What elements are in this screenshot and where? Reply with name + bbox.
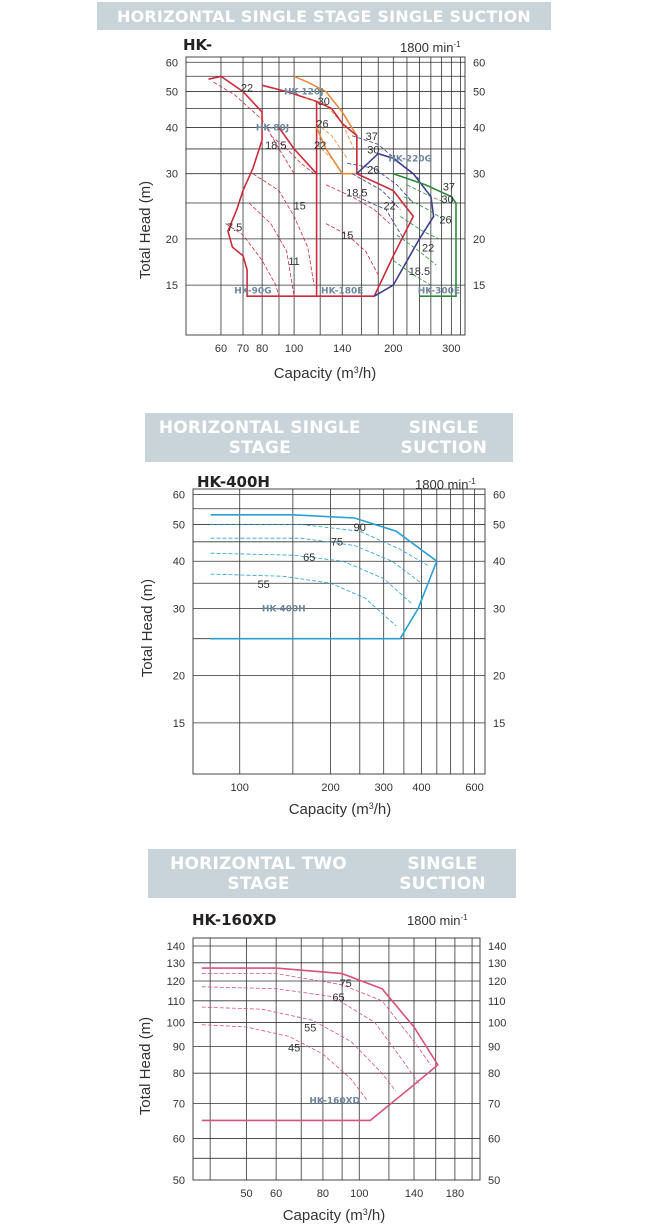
chart-1-region-hk-90g [209,76,317,296]
chart-3-y-tick-left-60: 60 [172,1133,185,1146]
chart-3-y-tick-left-100: 100 [166,1017,185,1030]
chart-3-y-tick-right-60: 60 [488,1133,501,1146]
chart-3-model-label-hk-160xd: HK-160XD [309,1096,361,1107]
chart-1-x-tick-100: 100 [284,343,304,355]
chart-1-curve-label-hk-80j-15: 15 [293,200,306,213]
chart-3-y-tick-right-140: 140 [488,940,507,953]
chart-3-x-tick-80: 80 [316,1188,330,1200]
chart-1-curve-label-hk-180e-18.5: 18.5 [346,187,368,200]
chart-1-speed-unit-sup: -1 [453,40,461,49]
chart-1-model-label-hk-180e: HK-180E [321,286,364,297]
chart-3-plot [202,968,438,1120]
chart-3-curve-label-hk-160xd-65: 65 [332,991,345,1004]
chart-1-y-tick-left-15: 15 [165,280,178,293]
chart-3-y-tick-right-50: 50 [488,1175,501,1187]
chart-1-speed-value: 1800 min [400,40,454,55]
chart-2-region-hk-400h [211,515,437,639]
chart-3-x-axis-label-end: /h) [367,1207,386,1224]
chart-1-y-tick-left-60: 60 [165,57,178,70]
chart-2-x-axis-label [289,801,392,818]
chart-2-y-tick-right-40: 40 [493,556,506,569]
chart-2-y-ticks [173,489,506,729]
chart-2-curve-hk-400h-55 [211,574,397,626]
chart-1-x-tick-80: 80 [256,343,269,355]
chart-3-y-tick-left-120: 120 [166,976,185,989]
chart-2-y-axis-label: Total Head (m) [139,578,156,678]
chart-1-model-label-hk-80j: HK-80J [255,123,290,134]
chart-2-y-tick-left-20: 20 [172,670,185,683]
chart-1-curve-label-hk-220g-30: 30 [367,144,380,157]
chart-3-grid [193,938,480,1180]
chart-2-y-tick-right-15: 15 [493,717,506,730]
chart-3-x-axis-label [283,1207,386,1224]
chart-2-x-tick-200: 200 [321,782,340,794]
chart-2-y-tick-right-50: 50 [493,519,506,532]
chart-1-hk-series [0,30,650,390]
chart-2-x-tick-100: 100 [230,782,249,794]
chart-1-curve-hk-300e-30 [404,197,444,220]
chart-2-curve-label-hk-400h-65: 65 [303,552,316,565]
chart-2-speed [415,477,476,492]
chart-1-y-tick-left-30: 30 [165,168,178,181]
chart-1-curve-hk-80j-11 [249,203,294,296]
chart-2-curve-label-hk-400h-55: 55 [257,579,270,592]
chart-3-x-tick-60: 60 [270,1188,283,1200]
chart-3-x-ticks [240,1188,464,1200]
chart-2-x-tick-400: 400 [412,782,431,794]
chart-2-curve-label-hk-400h-75: 75 [330,536,344,549]
chart-1-model-label-hk-300e: HK-300E [417,286,461,297]
chart-1-banner-line: HORIZONTAL SINGLE STAGE SINGLE SUCTION [117,6,531,26]
chart-1-speed [400,40,461,55]
chart-2-y-tick-right-30: 30 [493,603,506,616]
chart-2-banner-line-1: HORIZONTAL SINGLE STAGE [158,417,361,458]
chart-1-x-axis-label-end: /h) [358,365,377,382]
chart-1-y-tick-right-30: 30 [473,168,486,181]
chart-1-curve-label-hk-80j-18.5: 18.5 [265,139,287,152]
chart-1-curve-label-hk-300e-22: 22 [421,242,435,255]
chart-3-y-tick-left-90: 90 [172,1041,185,1054]
chart-3-y-tick-left-140: 140 [166,940,185,953]
chart-2-speed-unit-sup: -1 [468,477,476,486]
chart-2-title: HK-400H [197,473,270,491]
chart-1-title: HK- [183,36,213,54]
chart-3-y-tick-left-50: 50 [172,1175,185,1187]
chart-2-banner [145,413,513,462]
chart-2-y-tick-left-15: 15 [172,717,185,730]
chart-1-x-axis-label-sup: 3 [353,365,359,375]
chart-1-y-axis-label: Total Head (m) [137,180,154,280]
chart-3-speed-unit-sup: -1 [460,913,468,922]
chart-3-frame [193,938,480,1180]
chart-3-speed [407,913,468,928]
chart-3-curve-label-hk-160xd-75: 75 [339,977,352,990]
chart-1-curve-label-hk-300e-30: 30 [441,194,454,207]
chart-2-x-tick-600: 600 [465,782,484,794]
chart-1-x-tick-60: 60 [214,343,228,355]
chart-3-y-tick-right-90: 90 [488,1041,501,1054]
chart-2-banner-line-2: SINGLE SUCTION [400,417,488,458]
chart-2-y-tick-left-30: 30 [172,603,185,616]
chart-3-y-ticks [167,941,507,1187]
chart-1-plot [209,76,461,296]
chart-3-x-tick-140: 140 [404,1188,424,1200]
chart-3-y-axis-label: Total Head (m) [137,1016,154,1116]
chart-2-frame [193,489,485,774]
chart-1-x-axis-label-text: Capacity (m [273,365,354,382]
chart-1-curve-label-hk-120j-26: 26 [316,118,329,131]
chart-1-curve-label-hk-90g-22: 22 [240,82,254,95]
chart-1-y-tick-left-40: 40 [165,122,178,135]
chart-2-y-tick-right-60: 60 [493,489,506,502]
chart-1-curve-label-hk-220g-26: 26 [367,164,380,177]
chart-2-y-tick-left-60: 60 [172,489,185,502]
chart-3-curve-label-hk-160xd-55: 55 [304,1022,317,1035]
chart-1-x-axis-label [274,365,377,382]
chart-1-curve-label-hk-300e-37: 37 [442,181,456,194]
chart-3-y-tick-left-130: 130 [166,957,185,970]
chart-3-hk-160xd [0,898,650,1225]
chart-2-x-axis-label-sup: 3 [368,801,374,811]
chart-3-banner-line-1: HORIZONTAL TWO STAGE [170,853,347,894]
chart-3-banner [148,849,516,898]
chart-3-y-tick-right-130: 130 [488,957,507,970]
chart-3-y-tick-right-100: 100 [488,1017,507,1030]
chart-1-curve-label-hk-300e-26: 26 [439,214,452,227]
chart-1-curve-label-hk-220g-37: 37 [365,130,378,143]
chart-1-model-label-hk-220g: HK-220G [388,154,432,165]
chart-1-x-ticks [215,343,461,355]
chart-1-curve-label-hk-90g-7.5: 7.5 [226,222,243,235]
chart-2-plot [211,515,437,639]
chart-3-x-axis-label-text: Capacity (m [282,1207,363,1224]
chart-2-x-axis-label-text: Capacity (m [288,801,369,818]
chart-3-y-tick-left-70: 70 [172,1098,185,1111]
chart-1-model-label-hk-90g: HK-90G [234,286,272,297]
chart-2-grid [193,489,485,774]
chart-3-x-tick-100: 100 [350,1188,369,1200]
chart-2-speed-value: 1800 min [415,477,469,492]
chart-3-y-tick-left-80: 80 [172,1068,185,1081]
chart-1-curve-label-hk-120j-22: 22 [314,139,327,152]
chart-1-banner [97,2,551,30]
chart-1-y-tick-left-50: 50 [165,86,178,99]
chart-1-curve-label-hk-120j-30: 30 [317,95,330,108]
chart-2-model-label-hk-400h: HK-400H [261,604,306,615]
chart-3-x-tick-180: 180 [445,1188,465,1200]
chart-1-x-tick-140: 140 [333,343,352,355]
chart-1-x-tick-70: 70 [236,343,250,355]
chart-1-x-tick-200: 200 [384,343,403,355]
chart-3-x-axis-label-sup: 3 [362,1207,368,1217]
chart-1-curve-label-hk-80j-11: 11 [288,256,300,269]
chart-1-x-tick-300: 300 [442,343,461,355]
chart-3-y-tick-left-110: 110 [167,995,185,1008]
chart-2-y-tick-right-20: 20 [493,670,506,683]
chart-3-speed-value: 1800 min [407,913,461,928]
chart-2-x-axis-label-end: /h) [373,801,392,818]
chart-2-y-tick-left-50: 50 [172,519,185,532]
chart-3-y-tick-right-80: 80 [488,1068,501,1081]
chart-3-curve-hk-160xd-65 [202,987,420,1085]
chart-1-y-tick-right-50: 50 [473,86,486,99]
chart-1-y-tick-right-20: 20 [473,233,486,246]
chart-3-title: HK-160XD [192,911,277,929]
chart-2-curve-label-hk-400h-90: 90 [353,522,366,535]
chart-3-banner-line-2: SINGLE SUCTION [399,853,486,894]
chart-2-x-ticks [231,782,484,794]
chart-1-curve-label-hk-180e-15: 15 [341,229,354,242]
chart-2-y-tick-left-40: 40 [172,556,185,569]
chart-1-y-tick-left-20: 20 [165,233,178,246]
chart-2-hk-400h [0,462,650,822]
chart-1-model-label-hk-120j: HK-120J [283,87,324,98]
chart-1-curve-label-hk-220g-22: 22 [383,200,396,213]
chart-3-x-tick-50: 50 [240,1188,253,1200]
chart-1-y-tick-right-40: 40 [473,122,486,135]
chart-1-y-ticks [166,57,486,292]
chart-3-y-tick-right-110: 110 [488,995,506,1008]
chart-1-y-tick-right-15: 15 [473,280,486,293]
chart-3-y-tick-right-120: 120 [488,976,507,989]
chart-1-curve-label-hk-300e-18.5: 18.5 [408,265,431,278]
chart-1-y-tick-right-60: 60 [473,57,486,70]
chart-2-x-tick-300: 300 [374,782,393,794]
chart-3-curve-label-hk-160xd-45: 45 [287,1042,301,1055]
chart-3-y-tick-right-70: 70 [488,1098,501,1111]
